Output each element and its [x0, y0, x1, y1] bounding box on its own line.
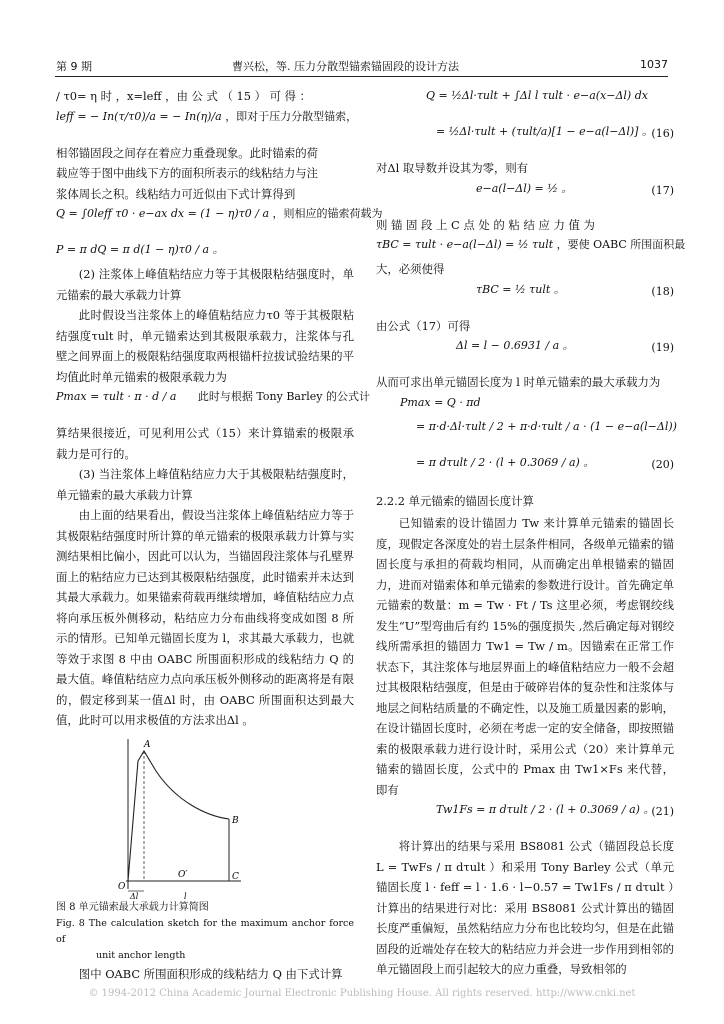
figure-caption-cn: 图 8 单元锚索最大承载力计算简图 [56, 901, 209, 913]
label-C: C [232, 871, 239, 882]
equation-19 [376, 336, 674, 372]
issue-number: 第 9 期 [56, 60, 92, 73]
figure-8-diagram [56, 731, 354, 899]
label-Oprime: O′ [178, 869, 188, 880]
right-column [376, 86, 686, 980]
copyright-footer: © 1994-2012 China Academic Journal Electronic Publishing House. All rights reserved. http://www.cnki.net [88, 988, 636, 999]
header-rule [55, 76, 668, 77]
paragraph: 将计算出的结果与采用 BS8081 公式（锚固段总长度 L = TwFs / π dτult ）和采用 Tony Barley 公式（单元锚固长度 l · feff = l · 1.6 · l−0.57 = Tw1Fs / π dτult ）计算出的结果进行对比：采用 BS8081 公式计算出的锚固长度严重偏短，虽然粘结应力分布也比较均匀，但是在此锚固段的近端处存在较大的粘结应力并会进一步作用到相邻的单元锚固段上而引起较大的应力重叠，导致相邻的 [376, 839, 674, 976]
running-title: 曹兴松，等. 压力分散型锚索锚固段的设计方法 [232, 60, 459, 73]
equation-leff [56, 107, 358, 143]
equation-number: (19) [651, 341, 674, 354]
equation-text: Δl = l − 0.6931 / a 。 [456, 339, 574, 352]
equation-p [56, 240, 354, 264]
section-heading: (3) 当注浆体上峰值粘结应力大于其极限粘结强度时，单元锚索的最大承载力计算 [56, 467, 354, 502]
label-O: O [118, 881, 126, 892]
label-A: A [144, 739, 151, 750]
equation-number: (18) [651, 284, 674, 298]
paragraph: 图中 OABC 所围面积形成的线粘结力 Q 由下式计算 [78, 966, 343, 981]
page-number: 1037 [640, 58, 668, 71]
equation-text: Tw1Fs = π dτult / 2 · (l + 0.3069 / a) 。 [436, 803, 655, 816]
text-line: 大，必须使得 [376, 262, 445, 276]
label-dl: Δl [130, 891, 139, 899]
text-inline: ，即对于压力分散型锚索， [225, 109, 358, 123]
text-inline: ，要使 OABC 所围面积最 [556, 238, 686, 251]
section-heading: 2.2.2 单元锚索的锚固长度计算 [376, 493, 534, 508]
equation-tbc [376, 235, 686, 259]
equation-text: = π dτult / 2 · (l + 0.3069 / a) 。 [416, 455, 595, 469]
equation-text: = π·d·Δl·τult / 2 + π·d·τult / a · (1 − e−a(l−Δl)) [416, 419, 677, 433]
label-B: B [232, 815, 239, 826]
figure-caption-en: Fig. 8 The calculation sketch for the maximum anchor force of [56, 917, 354, 945]
equation-20b [376, 417, 677, 453]
equation-number: (21) [651, 805, 674, 818]
paragraph: 由公式（17）可得 [376, 318, 471, 333]
text-line: 载应等于图中曲线下方的面积所表示的线粘结力与注 [56, 166, 318, 180]
paragraph: 由上面的结果看出，假设当注浆体上峰值粘结应力等于其极限粘结强度时所计算的单元锚索的极限承载力计算与实测结果相比偏小，因此可以认为，当锚固段注浆体与孔壁界面上的粘结应力已达到其极限粘结强度，此时锚索并未达到其最大承载力。如果锚索荷载再继续增加，峰值粘结应力点将向承压板外侧移动，粘结应力分布曲线将变成如图 8 所示的情形。已知单元锚固长度为 l，求其最大承载力，也就等效于求图 8 中由 OABC 所围面积形成的线粘结力 Q 的最大值。峰值粘结应力点向承压板外侧移动的距离将是有限的，假定移到某一值Δl 时，由 OABC 所围面积达到最大值，此时可以用求极值的方法求出Δl 。 [56, 508, 354, 727]
equation-text: Pmax = Q · πd [400, 395, 481, 409]
equation-text: Q = ½Δl·τult + ∫Δl l τult · e−a(x−Δl) dx [426, 89, 648, 102]
equation-text: P = π dQ = π d(1 − η)τ0 / a 。 [56, 243, 224, 256]
paragraph: 从而可求出单元锚固长度为 l 时单元锚索的最大承载力为 [376, 375, 661, 389]
text-inline: ，则相应的锚索荷载为 [272, 207, 383, 220]
text-line: 浆体周长之积。线粘结力可近似由下式计算得到 [56, 186, 296, 201]
paragraph: 对Δl 取导数并设其为零，则有 [376, 161, 529, 175]
equation-number: (20) [651, 457, 674, 471]
paragraph: 算结果很接近，可见利用公式（15）来计算锚索的极限承载力是可行的。 [56, 426, 354, 461]
equation-16a [376, 86, 674, 122]
equation-18 [376, 280, 674, 316]
equation-number: (16) [651, 127, 674, 140]
text-inline: 此时与根据 Tony Barley 的公式计 [197, 390, 370, 403]
label-l: l [184, 891, 187, 899]
text-line: 相邻锚固段之间存在着应力重叠现象。此时锚索的荷 [56, 145, 318, 160]
figure-caption-en-2: unit anchor length [96, 949, 186, 961]
equation-text: τBC = ½ τult 。 [476, 282, 565, 296]
equation-20c [376, 453, 674, 489]
equation-text: Q = ∫0leff τ0 · e−ax dx = (1 − η)τ0 / a [56, 207, 270, 220]
equation-16b [376, 122, 674, 158]
equation-pmax [56, 387, 370, 423]
equation-21 [376, 800, 674, 836]
equation-text: τBC = τult · e−a(l−Δl) = ½ τult [376, 238, 554, 251]
stress-curve [128, 751, 229, 881]
equation-20a [376, 393, 674, 417]
equation-text: e−a(l−Δl) = ½ 。 [476, 181, 573, 195]
paragraph: 已知锚索的设计锚固力 Tw 来计算单元锚索的锚固长度，现假定各深度处的岩土层条件相同，各级单元锚索的锚固长度与承担的荷载均相同，从而确定出单根锚索的锚固力，进而对锚索体和单元锚索的参数进行设计。首先确定单元锚索的数量：m = Tw · Ft / Ts 这里必须，考虑钢绞线发生“U”型弯曲后有约 15%的强度损失 ,然后确定每对钢绞线所需承担的锚固力 Tw1 = Tw / m。因锚索在正常工作状态下，其注浆体与地层界面上的峰值粘结应力一般不会超过其极限粘结强度，但是由于破碎岩体的复杂性和注浆体与地层之间粘结质量的不确定性，以及施工质量因素的影响，在设计锚固长度时，必须在考虑一定的安全储备，即按照锚索的极限承载力进行设计时，采用公式（20）来计算单元锚索的锚固长度，公式中的 Pmax 由 Tw1×Fs 来代替，即有 [376, 516, 674, 797]
text-line: / τ0= η 时 ，x=leff ，由 公 式 （ 15 ） 可 得 ： [56, 89, 312, 103]
section-heading: (2) 注浆体上峰值粘结应力等于其极限粘结强度时，单元锚索的最大承载力计算 [56, 267, 354, 302]
equation-text: = ½Δl·τult + (τult/a)[1 − e−a(l−Δl)] 。 [436, 125, 653, 138]
equation-text: Pmax = τult · π · d / a [56, 390, 177, 403]
figure-8 [56, 731, 354, 899]
equation-number: (17) [651, 183, 674, 197]
equation-text: leff = − In(τ/τ0)/a = − In(η)/a [56, 109, 222, 123]
equation-17 [376, 179, 674, 215]
text-line: 则 锚 固 段 上 C 点 处 的 粘 结 应 力 值 为 [376, 217, 595, 232]
left-column [56, 86, 383, 984]
paragraph: 此时假设当注浆体上的峰值粘结应力τ0 等于其极限粘结强度τult 时，单元锚索达到其极限承载力，注浆体与孔壁之间界面上的极限粘结强度取两根锚杆拉拔试验结果的平均值此时单元锚索的极限承载力为 [56, 308, 354, 384]
equation-q [56, 204, 383, 240]
